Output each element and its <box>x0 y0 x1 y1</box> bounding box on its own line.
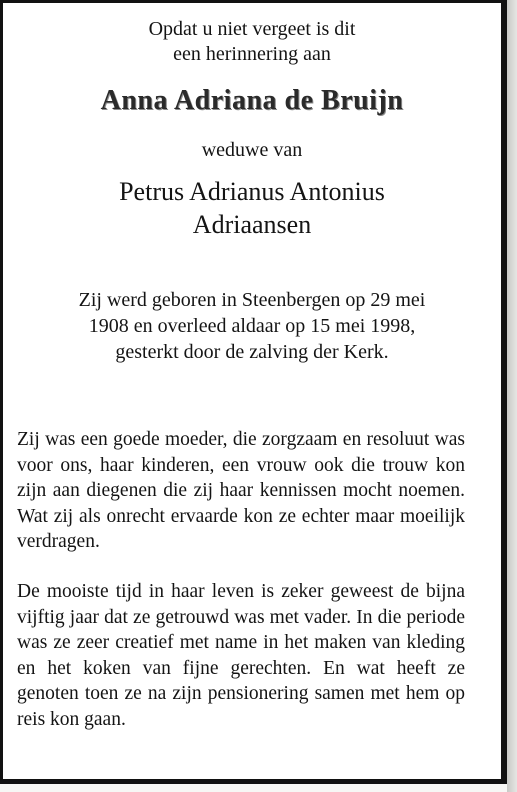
husband-name <box>3 175 501 241</box>
scan-edge <box>507 0 517 792</box>
deceased-name: Anna Adriana de Bruijn <box>100 85 404 116</box>
husband-name-line-1: Petrus Adrianus Antonius <box>119 177 385 206</box>
intro-line-1: Opdat u niet vergeet is dit <box>148 18 356 40</box>
intro-line-2: een herinnering aan <box>173 43 331 65</box>
dates-line-3: gesterkt door de zalving der Kerk. <box>115 341 389 363</box>
dates-line-1: Zij werd geboren in Steenbergen op 29 mei <box>78 289 426 311</box>
widow-of-label: weduwe van <box>201 139 303 161</box>
dates-line-2: 1908 en overleed aldaar op 15 mei 1998, <box>88 315 416 337</box>
tribute-paragraph-2: De mooiste tijd in haar leven is zeker geweest de bijna vijftig jaar dat ze getrouwd was met vader. In die periode was ze zeer creatief met name in het maken van kleding en het koken van fijne gerechten. En wat heeft ze genoten toen ze na zijn pensionering samen met hem op reis kon gaan. <box>17 581 465 730</box>
intro-text <box>3 17 501 67</box>
birth-death-statement <box>3 287 501 365</box>
tribute-paragraph-1: Zij was een goede moeder, die zorgzaam en resoluut was voor ons, haar kinderen, een vrouw ook die trouw kon zijn aan diegenen die zij haar kennissen mocht noemen. Wat zij als onrecht ervaarde kon ze echter maar moeilijk verdragen. <box>17 429 465 552</box>
husband-name-line-2: Adriaansen <box>192 210 312 239</box>
